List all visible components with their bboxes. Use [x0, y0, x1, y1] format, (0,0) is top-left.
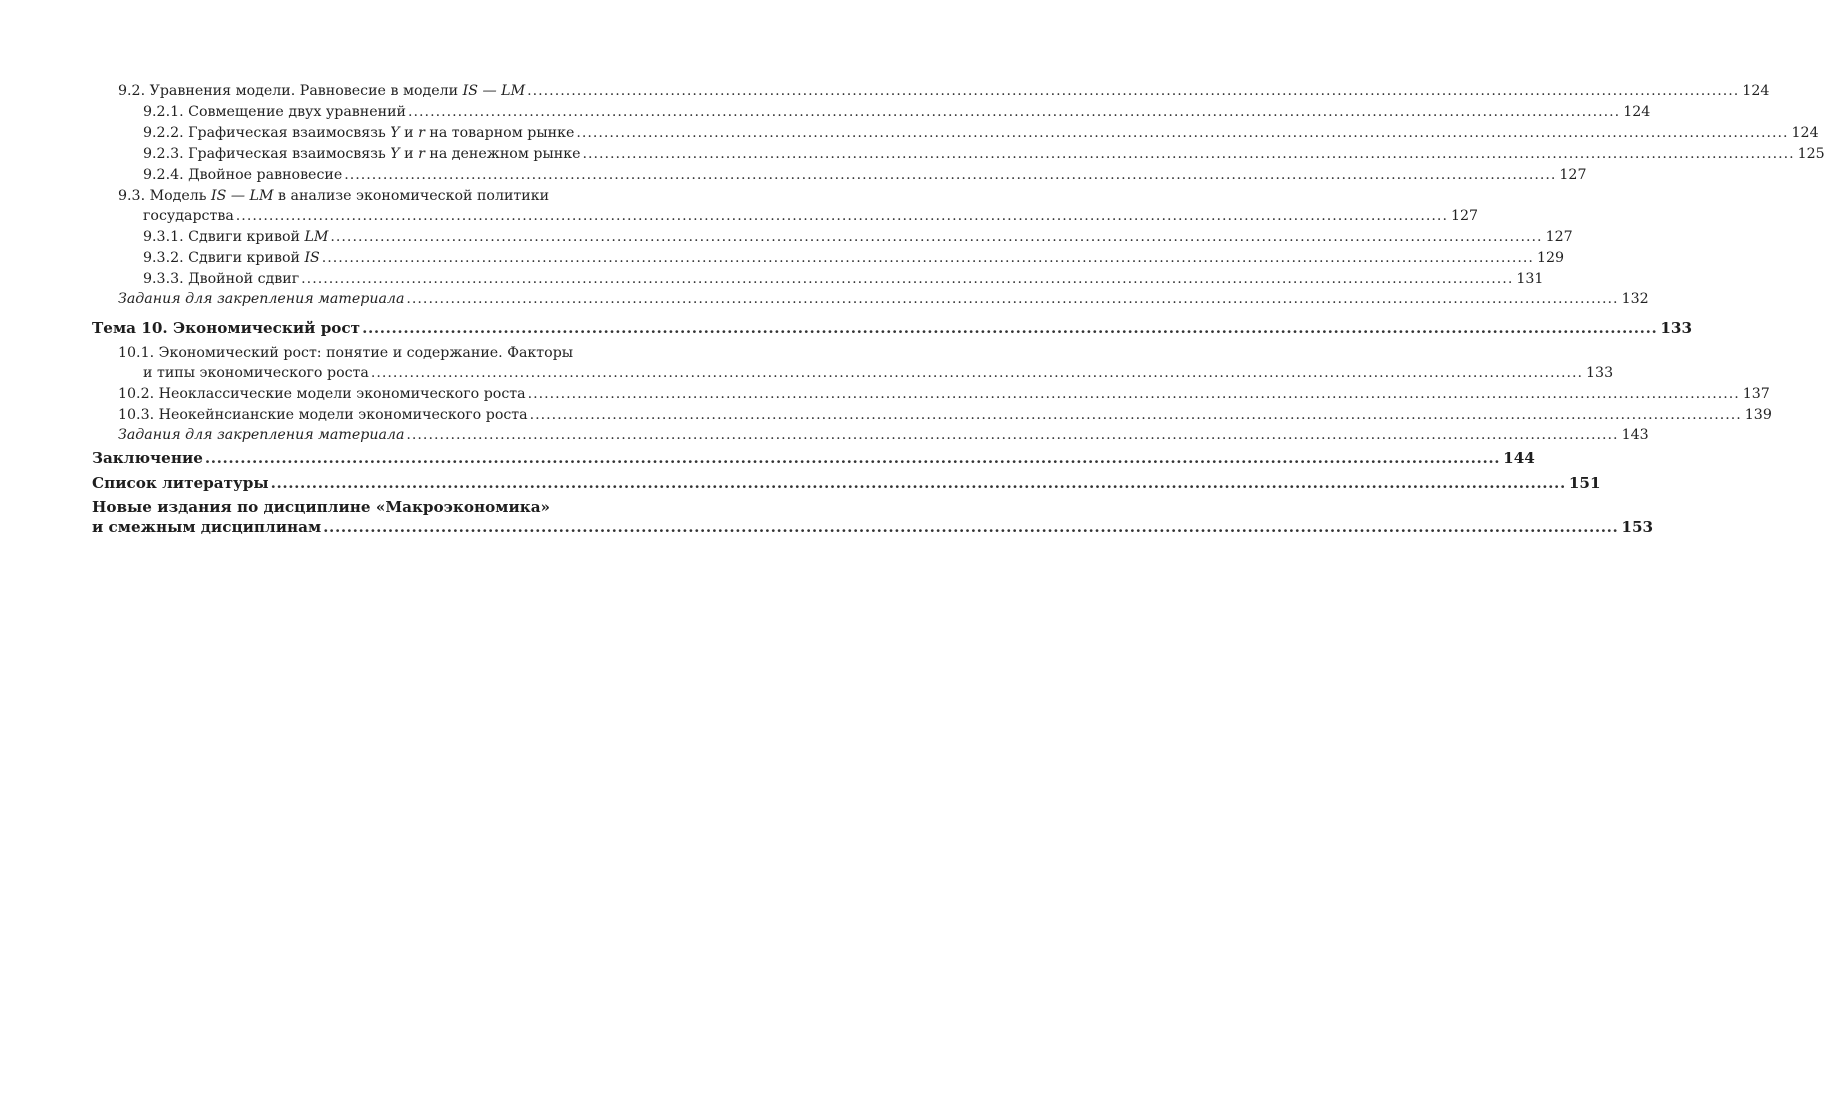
toc-entry-tasks-10 — [118, 425, 1649, 445]
dot-leader: ............................................................................................................................................................................................................................ — [235, 208, 1448, 224]
toc-entry-title: Тема 10. Экономический рост — [92, 319, 361, 337]
dot-leader: ............................................................................................................................................................................................................................ — [204, 449, 1501, 467]
toc-entry-topic-10 — [92, 318, 1693, 338]
dot-leader: ............................................................................................................................................................................................................................ — [527, 83, 1740, 99]
toc-entry-9-2-4 — [143, 165, 1587, 185]
toc-entry-9-3-first-line: 9.3. Модель IS — LM в анализе экономической политики — [118, 188, 550, 204]
dot-leader: ............................................................................................................................................................................................................................ — [323, 518, 1619, 536]
toc-entry-title: 10.3. Неокейнсианские модели экономического роста — [118, 407, 528, 423]
page-number: 143 — [1621, 427, 1649, 443]
toc-entry-title: 9.2.4. Двойное равновесие — [143, 167, 343, 183]
toc-entry-title: 9.2.3. Графическая взаимосвязь Y и r на денежном рынке — [143, 146, 581, 162]
dot-leader: ............................................................................................................................................................................................................................ — [529, 407, 1742, 423]
toc-entry-title: 9.2. Уравнения модели. Равновесие в модели IS — LM — [118, 83, 526, 99]
toc-entry-9-2-2 — [143, 123, 1819, 143]
page-number: 132 — [1621, 291, 1649, 307]
toc-entry-title: 10.2. Неоклассические модели экономического роста — [118, 386, 526, 402]
toc-entry-9-3-2 — [143, 248, 1565, 268]
toc-entry-10-1-first-line: 10.1. Экономический рост: понятие и содержание. Факторы — [118, 345, 574, 361]
toc-entry-title: 9.3.2. Сдвиги кривой IS — [143, 250, 320, 266]
toc-entry-title: 9.2.1. Совмещение двух уравнений — [143, 104, 407, 120]
page-number: 133 — [1586, 365, 1614, 381]
toc-entry-tasks-9 — [118, 289, 1649, 309]
page-number: 129 — [1536, 250, 1565, 266]
toc-entry-title: государства — [143, 208, 234, 224]
dot-leader: ............................................................................................................................................................................................................................ — [344, 167, 1557, 183]
toc-entry-title: 9.3.1. Сдвиги кривой LM — [143, 229, 329, 245]
toc-entry-title: Задания для закрепления материала — [118, 291, 405, 307]
toc-entry-9-2-1 — [143, 102, 1651, 122]
page-number: 125 — [1797, 146, 1825, 162]
toc-entry-conclusion — [92, 448, 1535, 468]
toc-entry-9-3-3 — [143, 269, 1544, 289]
toc-entry-title: Задания для закрепления материала — [118, 427, 405, 443]
toc-entry-10-1 — [143, 363, 1614, 383]
dot-leader: ............................................................................................................................................................................................................................ — [321, 250, 1534, 266]
toc-entry-9-2 — [118, 81, 1770, 101]
toc-entry-title: 9.2.2. Графическая взаимосвязь Y и r на товарном рынке — [143, 125, 575, 141]
dot-leader: ............................................................................................................................................................................................................................ — [576, 125, 1789, 141]
page-number: 124 — [1623, 104, 1651, 120]
dot-leader: ............................................................................................................................................................................................................................ — [270, 474, 1566, 492]
toc-entry-title: 9.3.3. Двойной сдвиг — [143, 271, 300, 287]
dot-leader: ............................................................................................................................................................................................................................ — [406, 427, 1619, 443]
page-number: 153 — [1621, 518, 1654, 536]
toc-entry-new-editions-first-line: Новые издания по дисциплине «Макроэкономика» — [92, 498, 551, 516]
page-number: 151 — [1568, 474, 1601, 492]
page-number: 131 — [1516, 271, 1544, 287]
dot-leader: ............................................................................................................................................................................................................................ — [330, 229, 1543, 245]
toc-entry-9-3 — [143, 206, 1479, 226]
dot-leader: ............................................................................................................................................................................................................................ — [370, 365, 1584, 381]
dot-leader: ............................................................................................................................................................................................................................ — [408, 104, 1621, 120]
toc-entry-10-2 — [118, 384, 1770, 404]
page-number: 127 — [1545, 229, 1573, 245]
toc-entry-references — [92, 473, 1601, 493]
dot-leader: ............................................................................................................................................................................................................................ — [362, 319, 1658, 337]
toc-entry-title: Список литературы — [92, 474, 269, 492]
dot-leader: ............................................................................................................................................................................................................................ — [582, 146, 1795, 162]
toc-entry-title: и типы экономического роста — [143, 365, 369, 381]
page-number: 124 — [1791, 125, 1819, 141]
page-number: 133 — [1660, 319, 1693, 337]
page-number: 137 — [1742, 386, 1770, 402]
page-number: 139 — [1744, 407, 1772, 423]
toc-entry-9-3-1 — [143, 227, 1573, 247]
page-number: 127 — [1450, 208, 1479, 224]
dot-leader: ............................................................................................................................................................................................................................ — [301, 271, 1514, 287]
page-number: 144 — [1503, 449, 1535, 467]
toc-entry-new-editions — [92, 517, 1654, 537]
toc-entry-10-3 — [118, 405, 1772, 425]
page-number: 127 — [1559, 167, 1587, 183]
page-number: 124 — [1742, 83, 1770, 99]
dot-leader: ............................................................................................................................................................................................................................ — [406, 291, 1619, 307]
toc-entry-9-2-3 — [143, 144, 1825, 164]
dot-leader: ............................................................................................................................................................................................................................ — [527, 386, 1740, 402]
toc-entry-title: Заключение — [92, 449, 203, 467]
toc-entry-title: и смежным дисциплинам — [92, 518, 322, 536]
